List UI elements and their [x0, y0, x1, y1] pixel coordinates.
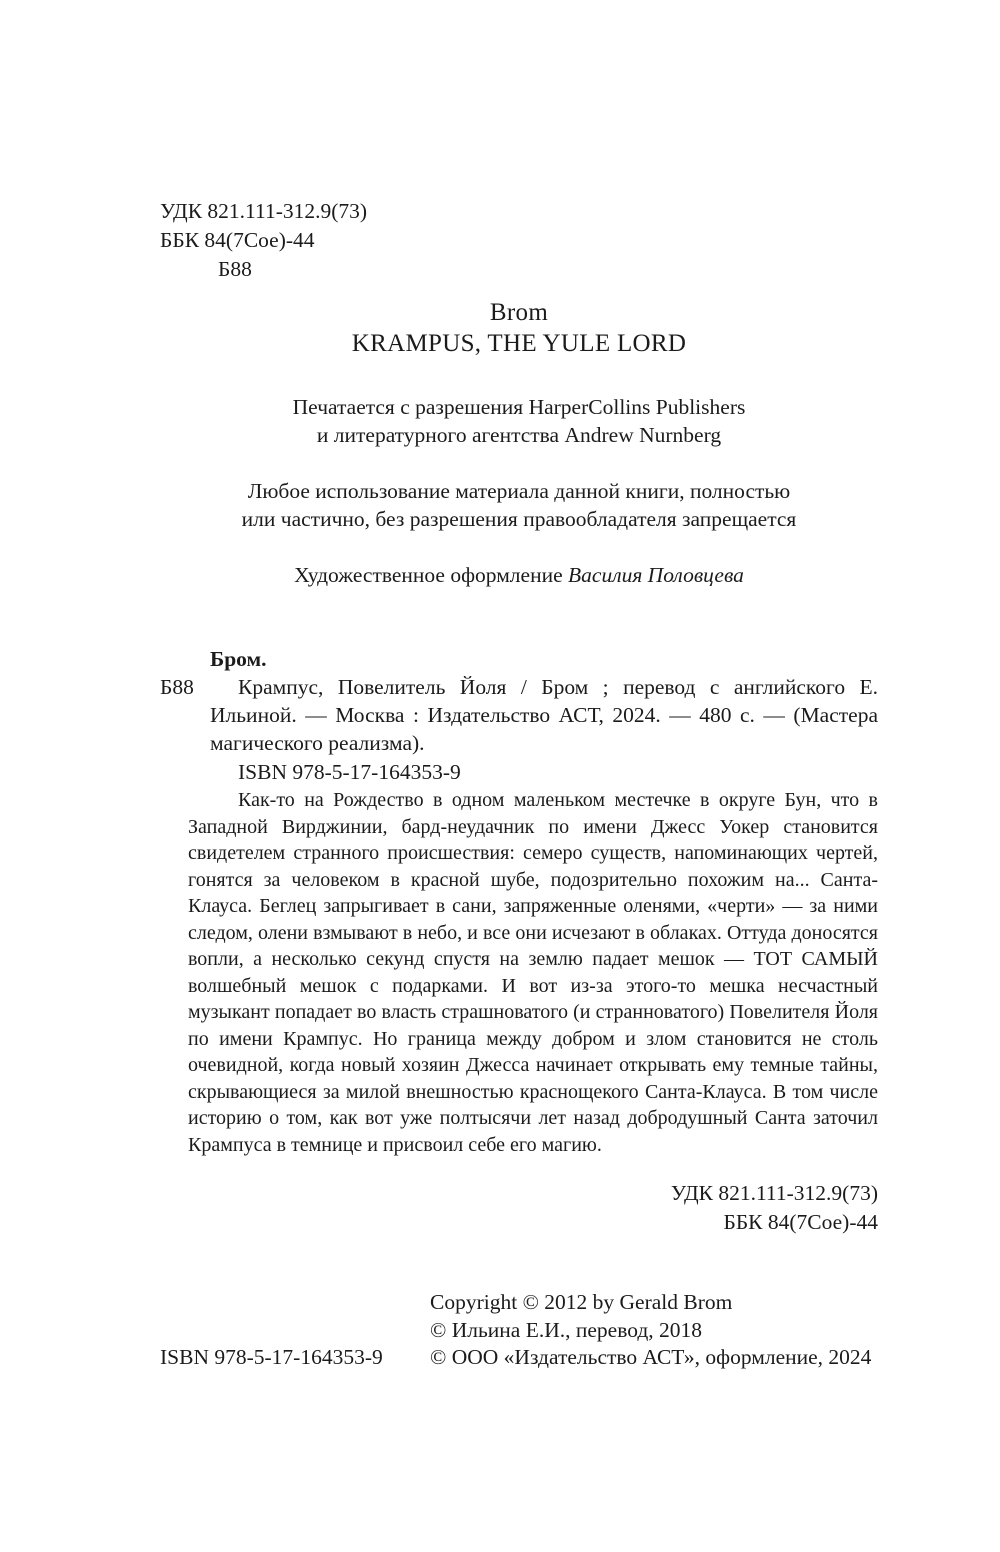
- usage-notice: [160, 477, 878, 533]
- design-credit-label: Художественное оформление: [294, 563, 563, 587]
- design-credit-name: Василия Половцева: [568, 563, 744, 587]
- permission-line-1: Печатается с разрешения HarperCollins Publishers: [292, 395, 746, 419]
- bbk-code-top: ББК 84(7Сое)-44: [160, 228, 315, 252]
- title-block: [160, 297, 878, 359]
- permission-notice: [160, 393, 878, 449]
- copyright-line-1: Copyright © 2012 by Gerald Brom: [430, 1290, 733, 1314]
- udk-code-top: УДК 821.111-312.9(73): [160, 199, 368, 223]
- usage-notice-line-1: Любое использование материала данной книги, полностью: [247, 479, 791, 503]
- copyright-line-3: © ООО «Издательство АСТ», оформление, 2024: [430, 1345, 872, 1369]
- classification-codes-top: [160, 197, 878, 284]
- copyright-block: [160, 1289, 878, 1372]
- usage-notice-line-2: или частично, без разрешения правообладателя запрещается: [241, 507, 797, 531]
- book-annotation: Как-то на Рождество в одном маленьком местечке в округе Бун, что в Западной Вирджинии, бард-неудачник по имени Джесс Уокер становится свидетелем странного происшествия: семеро существ, напоминающих чертей, гонятся за человеком в красной шубе, подозрительно похожим на... Санта-Клауса. Беглец запрыгивает в сани, запряженные оленями, «черти» — за ними следом, олени взмывают в небо, и все они исчезают в облаках. Оттуда доносятся вопли, а несколько секунд спустя на землю падает мешок — ТОТ САМЫЙ волшебный мешок с подарками. И вот из-за этого-то мешка несчастный музыкант попадает во власть страшноватого (и странноватого) Повелителя Йоля по имени Крампус. Но граница между добром и злом становится не столь очевидной, когда новый хозяин Джесса начинает открывать ему темные тайны, скрывающиеся за милой внешностью краснощекого Санта-Клауса. В том числе историю о том, как вот уже полтысячи лет назад добродушный Санта заточил Крампуса в темнице и присвоил себе его магию.: [188, 789, 878, 1156]
- udk-code-bottom: УДК 821.111-312.9(73): [670, 1181, 878, 1205]
- bbk-code-bottom: ББК 84(7Сое)-44: [723, 1210, 878, 1234]
- copyright-lines: [430, 1289, 878, 1372]
- classification-codes-bottom: [160, 1179, 878, 1237]
- catalog-isbn: ISBN 978-5-17-164353-9: [238, 760, 461, 784]
- catalog-author: Бром.: [210, 647, 267, 671]
- catalog-entry: Крампус, Повелитель Йоля / Бром ; перевод с английского Е. Ильиной. — Москва : Издательство АСТ, 2024. — 480 с. — (Мастера магического реализма).: [210, 675, 878, 755]
- original-title: KRAMPUS, THE YULE LORD: [351, 330, 687, 357]
- original-author: Brom: [489, 299, 549, 326]
- catalog-author-sign: Б88: [160, 675, 194, 699]
- author-sign-code: Б88: [218, 257, 252, 281]
- permission-line-2: и литературного агентства Andrew Nurnberg: [316, 423, 722, 447]
- isbn-bottom: ISBN 978-5-17-164353-9: [160, 1345, 383, 1369]
- design-credit: [160, 561, 878, 589]
- catalog-card: [160, 645, 878, 1158]
- copyright-line-2: © Ильина Е.И., перевод, 2018: [430, 1317, 703, 1342]
